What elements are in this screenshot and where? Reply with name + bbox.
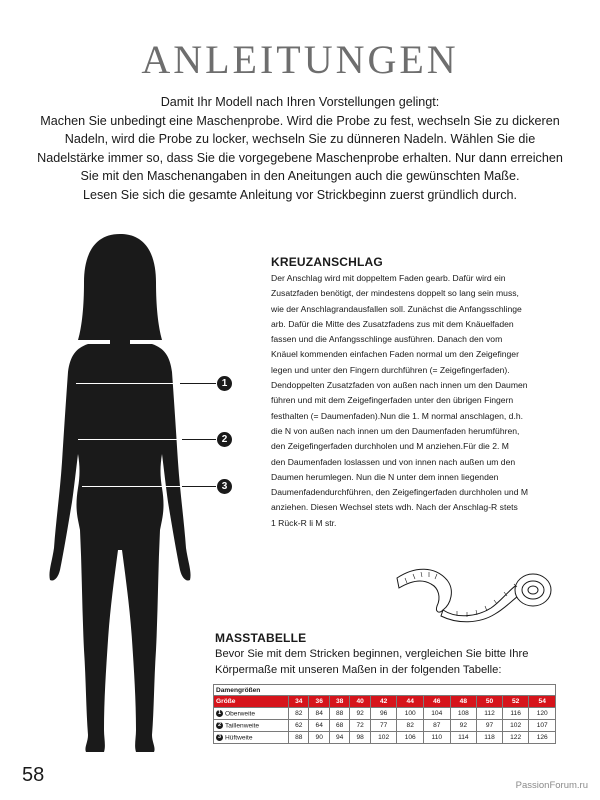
- table-cell: 88: [329, 708, 349, 720]
- table-cell: 114: [450, 732, 477, 744]
- table-cell: 92: [350, 708, 370, 720]
- table-cell: 126: [529, 732, 556, 744]
- intro-line: Nadelstärke immer so, dass Sie die vorgegebene Maschenprobe erhalten. Nur dann erreichen: [37, 150, 563, 165]
- measuring-tape-icon: [395, 556, 555, 626]
- size-header: 36: [309, 696, 329, 708]
- text-line: Körpermaße mit unseren Maßen in der folgenden Tabelle:: [215, 663, 502, 676]
- text-line: anziehen. Diesen Wechsel stets wdh. Nach der Anschlag-R stets: [271, 502, 518, 513]
- table-cell: 104: [424, 708, 451, 720]
- table-row: [214, 708, 556, 720]
- text-line: den Zeigefingerfaden durchholen und M anziehen.Für die 2. M: [271, 441, 509, 452]
- size-header: 50: [477, 696, 503, 708]
- body-silhouette: [30, 230, 210, 760]
- table-caption: Damengrößen: [214, 685, 556, 696]
- table-cell: 92: [450, 720, 477, 732]
- table-cell: 94: [329, 732, 349, 744]
- marker-1-icon: 1: [217, 709, 222, 716]
- table-cell: 110: [424, 732, 451, 744]
- size-label: Größe: [214, 696, 289, 708]
- table-cell: 84: [309, 708, 329, 720]
- text-line: Daumen herumlegen. Nun die N unter dem innen liegenden: [271, 471, 499, 482]
- size-header: 34: [289, 696, 309, 708]
- row-label: [214, 732, 289, 744]
- marker-1-icon: 1: [217, 376, 232, 391]
- text-line: fassen und die Anfangsschlinge ausführen. Danach den vom: [271, 334, 503, 345]
- table-cell: 116: [502, 708, 529, 720]
- intro-line: Damit Ihr Modell nach Ihren Vorstellungen gelingt:: [160, 95, 440, 109]
- row-label-text: Oberweite: [225, 710, 256, 718]
- table-cell: 64: [309, 720, 329, 732]
- size-header: 40: [350, 696, 370, 708]
- woman-silhouette-icon: [30, 230, 210, 760]
- text-line: Daumenfadendurchführen, den Zeigefingerfaden durchholen und M: [271, 487, 529, 498]
- intro-paragraph: [20, 93, 580, 205]
- table-cell: 102: [370, 732, 397, 744]
- text-line: Dendoppelten Zusatzfaden von außen nach innen um den Daumen: [271, 380, 528, 391]
- page-title: ANLEITUNGEN: [141, 37, 459, 82]
- table-cell: 96: [370, 708, 397, 720]
- intro-line: Lesen Sie sich die gesamte Anleitung vor Strickbeginn zuerst gründlich durch.: [82, 187, 518, 202]
- text-line: legen und unter den Fingern durchführen (= Zeigefingerfaden).: [271, 364, 510, 375]
- table-cell: 62: [289, 720, 309, 732]
- text-line: die N von außen nach innen um den Daumenfaden herumführen,: [271, 425, 520, 436]
- text-line: 1 Rück-R li M str.: [271, 517, 337, 528]
- marker-2-icon: 2: [217, 721, 222, 728]
- table-cell: 106: [397, 732, 424, 744]
- row-label-text: Hüftweite: [225, 734, 253, 742]
- text-line: arb. Dafür die Mitte des Zusatzfadens zus mit dem Knäuelfaden: [271, 318, 514, 329]
- table-cell: 82: [289, 708, 309, 720]
- intro-line: Sie mit den Maschenangaben in den Aneitungen auch die gewünschten Maße.: [80, 169, 520, 184]
- table-cell: 82: [397, 720, 424, 732]
- marker-3-icon: 3: [217, 479, 232, 494]
- table-cell: 90: [309, 732, 329, 744]
- bust-pointer: [180, 383, 216, 384]
- size-table: [213, 684, 556, 744]
- table-caption-row: [214, 685, 556, 696]
- waist-pointer: [182, 439, 216, 440]
- row-label-text: Taillenweite: [225, 722, 260, 730]
- text-line: festhalten (= Daumenfaden).Nun die 1. M normal anschlagen, d.h.: [271, 410, 523, 421]
- text-line: wie der Anschlagrandausfallen soll. Zunächst die Anfangsschlinge: [271, 303, 522, 314]
- table-cell: 107: [529, 720, 556, 732]
- masstabelle-intro: [215, 647, 555, 678]
- table-cell: 88: [289, 732, 309, 744]
- marker-3-icon: 3: [217, 733, 222, 740]
- watermark: PassionForum.ru: [515, 780, 588, 791]
- table-cell: 112: [477, 708, 503, 720]
- size-header: 48: [450, 696, 477, 708]
- table-cell: 98: [350, 732, 370, 744]
- kreuzanschlag-heading: KREUZANSCHLAG: [271, 255, 383, 269]
- hip-pointer: [182, 486, 216, 487]
- intro-line: Machen Sie unbedingt eine Maschenprobe. Wird die Probe zu fest, wechseln Sie zu dickeren: [40, 113, 560, 128]
- intro-line: Nadeln, wird die Probe zu locker, wechseln Sie zu dünneren Nadeln. Wählen Sie die: [64, 132, 536, 147]
- table-cell: 77: [370, 720, 397, 732]
- table-cell: 68: [329, 720, 349, 732]
- size-header: 52: [502, 696, 529, 708]
- masstabelle-heading: MASSTABELLE: [215, 631, 307, 645]
- row-label: [214, 708, 289, 720]
- marker-2-icon: 2: [217, 432, 232, 447]
- text-line: Der Anschlag wird mit doppeltem Faden gearb. Dafür wird ein: [271, 273, 506, 283]
- table-cell: 120: [529, 708, 556, 720]
- table-cell: 122: [502, 732, 529, 744]
- kreuzanschlag-text: [271, 271, 591, 531]
- table-cell: 102: [502, 720, 529, 732]
- page-number: 58: [22, 764, 45, 786]
- text-line: Zusatzfaden benötigt, der mindestens doppelt so lang sein muss,: [271, 288, 519, 299]
- text-line: Knäuel kommenden einfachen Faden normal um den Zeigefinger: [271, 349, 519, 360]
- text-line: den Daumenfaden loslassen und von innen nach außen um den: [271, 456, 516, 467]
- table-row: [214, 732, 556, 744]
- size-header: 38: [329, 696, 349, 708]
- row-label: [214, 720, 289, 732]
- table-cell: 100: [397, 708, 424, 720]
- size-header: 46: [424, 696, 451, 708]
- measuring-tape-illustration: [395, 556, 555, 626]
- table-header-row: [214, 696, 556, 708]
- table-cell: 97: [477, 720, 503, 732]
- table-cell: 72: [350, 720, 370, 732]
- table-cell: 118: [477, 732, 503, 744]
- size-header: 44: [397, 696, 424, 708]
- table-cell: 87: [424, 720, 451, 732]
- size-header: 54: [529, 696, 556, 708]
- table-row: [214, 720, 556, 732]
- size-header: 42: [370, 696, 397, 708]
- text-line: führen und mit dem Zeigefingerfaden unter den übrigen Fingern: [271, 395, 514, 406]
- text-line: Bevor Sie mit dem Stricken beginnen, vergleichen Sie bitte Ihre: [215, 648, 529, 660]
- table-cell: 108: [450, 708, 477, 720]
